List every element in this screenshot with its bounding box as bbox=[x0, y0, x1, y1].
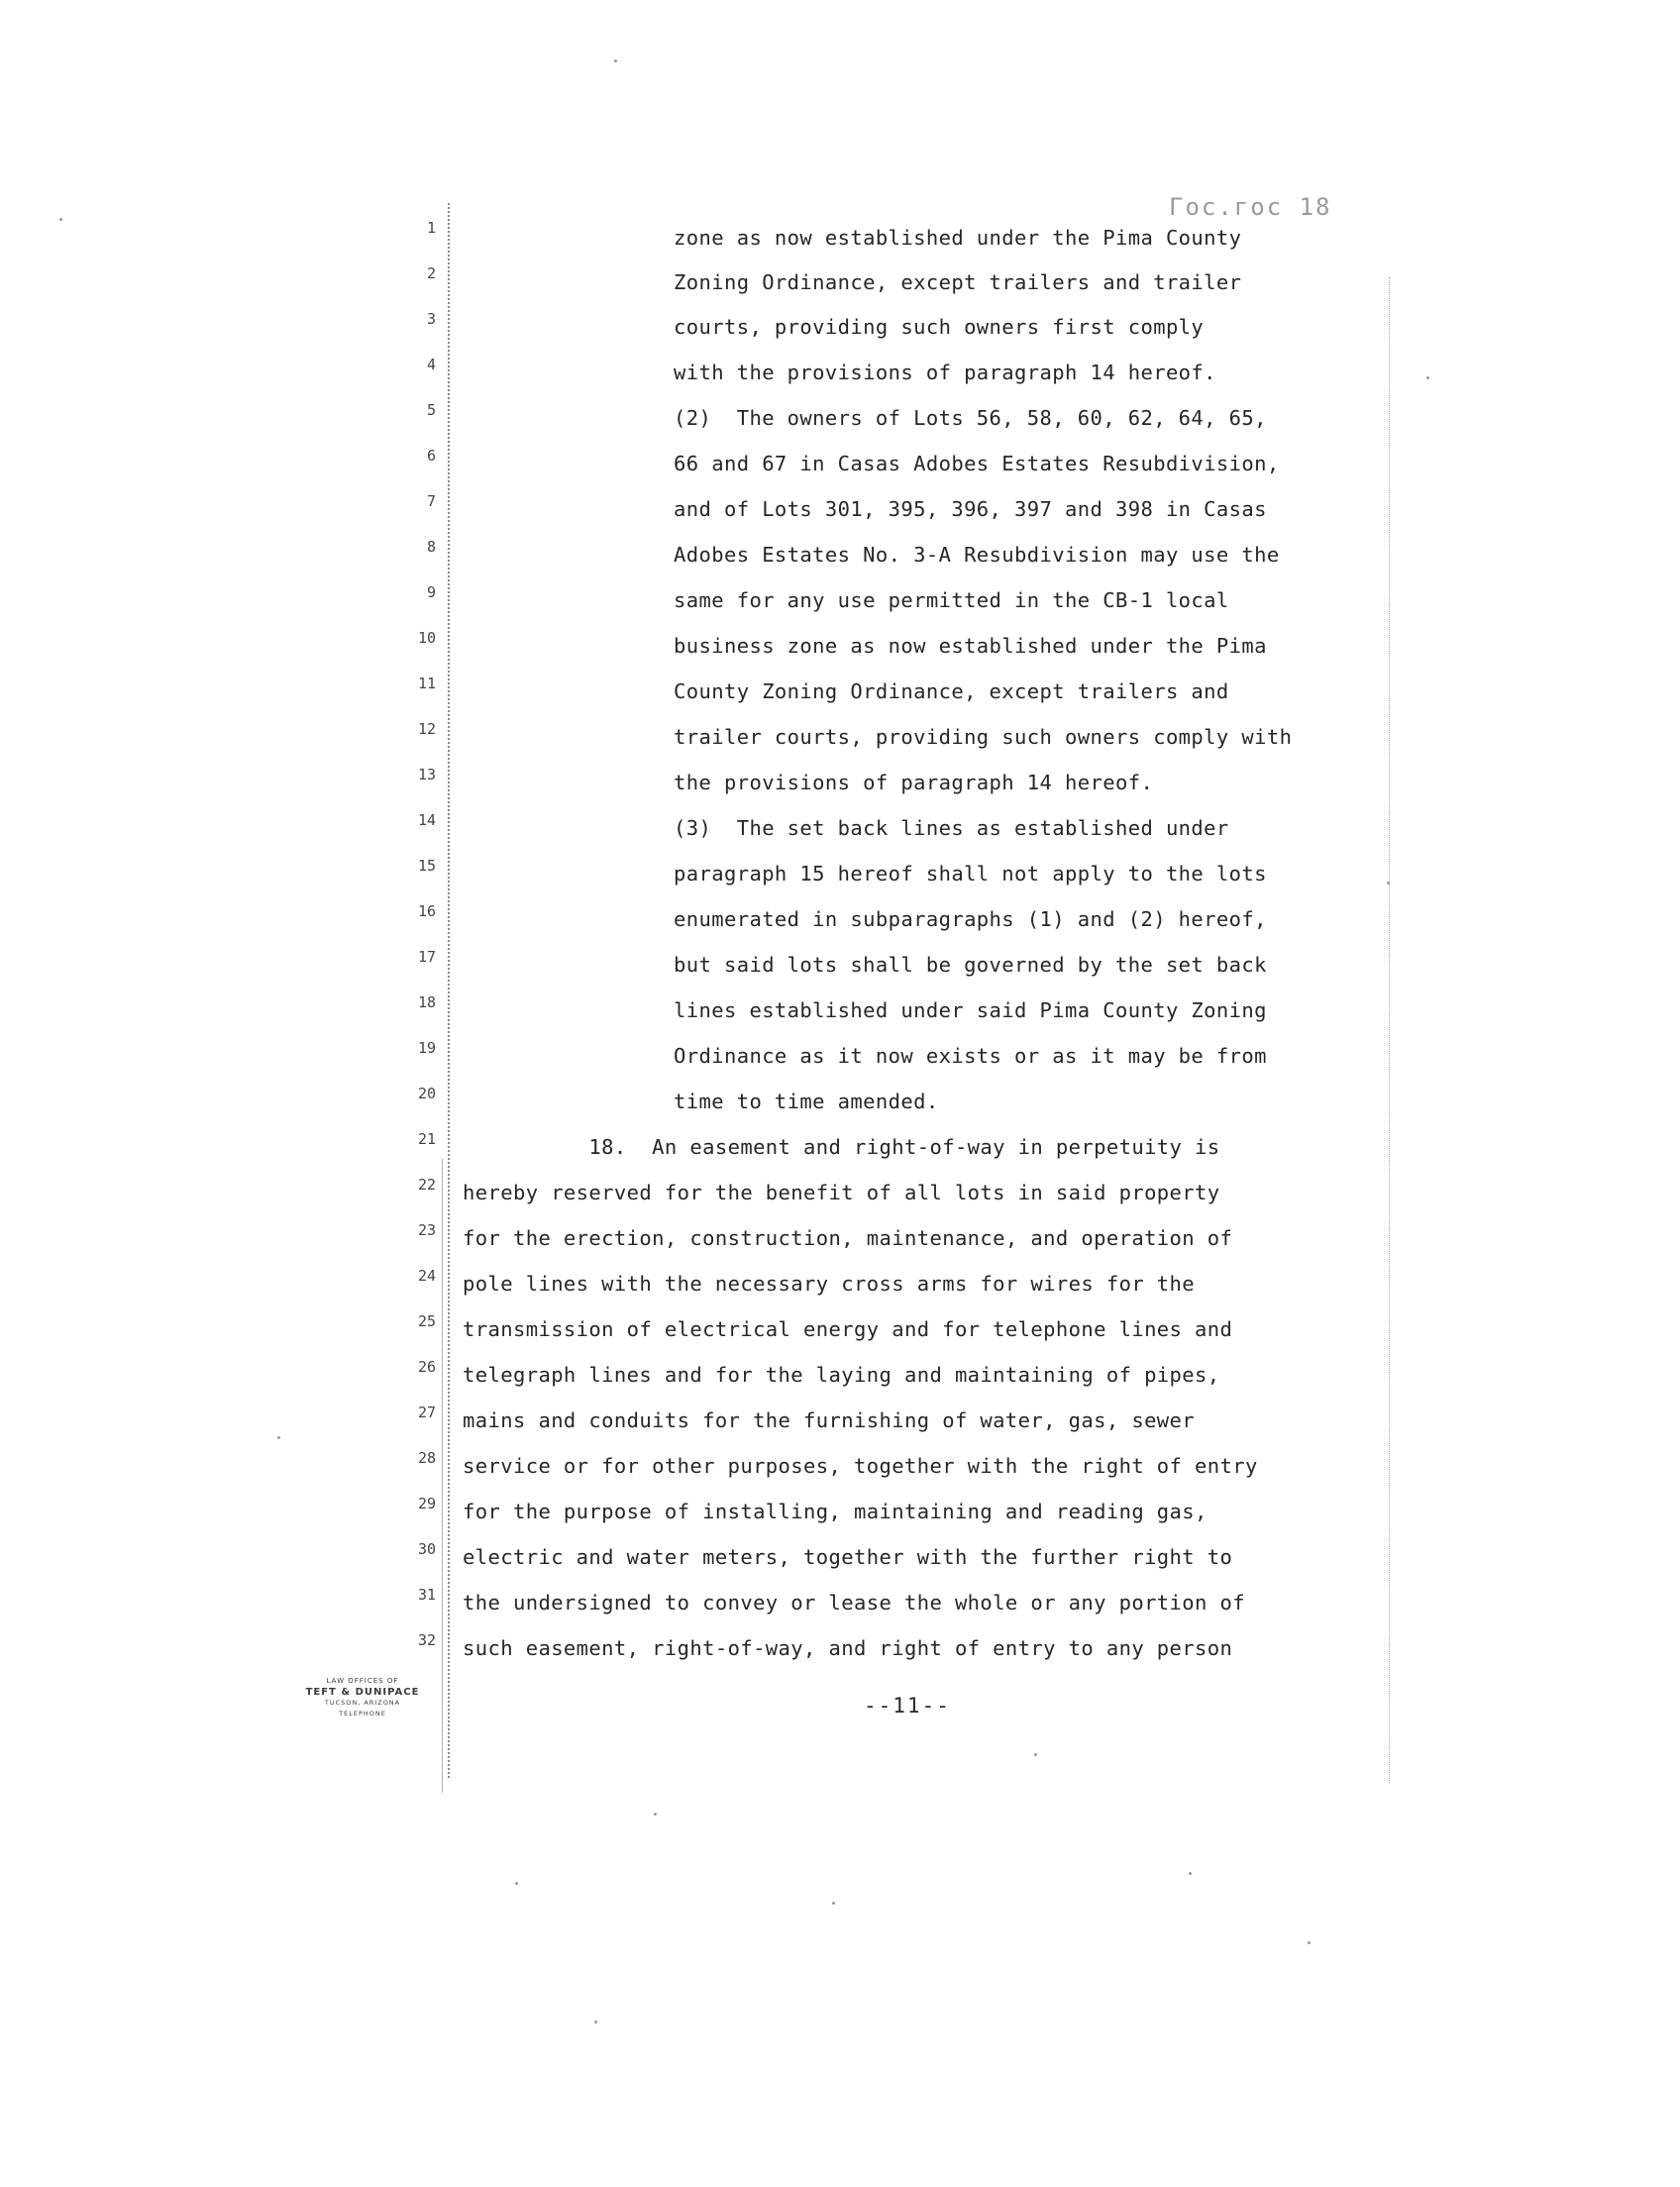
text-line: and of Lots 301, 395, 396, 397 and 398 in Casas bbox=[674, 497, 1267, 521]
text-line: zone as now established under the Pima County bbox=[674, 226, 1242, 250]
line-number: 10 bbox=[417, 629, 436, 647]
line-number: 31 bbox=[417, 1586, 436, 1604]
text-line: same for any use permitted in the CB-1 local bbox=[674, 588, 1229, 612]
line-number: 20 bbox=[417, 1085, 436, 1102]
firm-stamp-line: TELEPHONE bbox=[339, 1710, 386, 1718]
text-line: pole lines with the necessary cross arms for wires for the bbox=[463, 1272, 1196, 1296]
scan-speck bbox=[59, 218, 62, 221]
firm-stamp-line: LAW OFFICES OF bbox=[326, 1677, 399, 1685]
line-number: 17 bbox=[417, 948, 436, 966]
text-line: time to time amended. bbox=[674, 1090, 939, 1113]
line-number: 2 bbox=[426, 264, 436, 282]
line-number: 19 bbox=[417, 1039, 436, 1057]
page-number: --11-- bbox=[864, 1694, 951, 1718]
line-number: 29 bbox=[417, 1495, 436, 1512]
text-line: mains and conduits for the furnishing of water, gas, sewer bbox=[463, 1408, 1196, 1432]
text-line: the provisions of paragraph 14 hereof. bbox=[674, 771, 1154, 794]
scan-speck bbox=[1034, 1753, 1037, 1756]
line-number: 22 bbox=[417, 1176, 436, 1194]
line-number: 4 bbox=[426, 356, 436, 373]
text-line: (2) The owners of Lots 56, 58, 60, 62, 64, 65, bbox=[674, 406, 1267, 430]
text-line: trailer courts, providing such owners comply with bbox=[674, 725, 1293, 749]
text-line: Ordinance as it now exists or as it may be from bbox=[674, 1044, 1267, 1068]
law-firm-stamp bbox=[293, 1676, 432, 1719]
scan-speck bbox=[614, 59, 617, 62]
text-line: (3) The set back lines as established under bbox=[674, 816, 1229, 840]
line-number: 1 bbox=[426, 219, 436, 237]
firm-stamp-name: TEFT & DUNIPACE bbox=[305, 1687, 420, 1698]
scan-speck bbox=[594, 2021, 597, 2024]
line-number: 23 bbox=[417, 1221, 436, 1239]
firm-stamp-line: TUCSON, ARIZONA bbox=[324, 1699, 401, 1707]
text-line: enumerated in subparagraphs (1) and (2) hereof, bbox=[674, 907, 1267, 931]
line-number: 16 bbox=[417, 902, 436, 920]
line-number: 24 bbox=[417, 1267, 436, 1285]
right-margin-rule bbox=[1389, 277, 1390, 1783]
text-line: Zoning Ordinance, except trailers and trailer bbox=[674, 270, 1242, 294]
text-line: telegraph lines and for the laying and maintaining of pipes, bbox=[463, 1363, 1220, 1387]
left-gutter-rule-secondary bbox=[442, 1159, 443, 1793]
text-line: but said lots shall be governed by the set back bbox=[674, 953, 1267, 977]
line-number: 6 bbox=[426, 447, 436, 465]
scan-speck bbox=[1308, 1941, 1311, 1944]
left-gutter-rule bbox=[448, 203, 450, 1778]
line-number: 18 bbox=[417, 993, 436, 1011]
text-line: the undersigned to convey or lease the whole or any portion of bbox=[463, 1591, 1246, 1614]
scan-speck bbox=[1426, 376, 1429, 379]
text-line: County Zoning Ordinance, except trailers and bbox=[674, 679, 1229, 703]
text-line: such easement, right-of-way, and right of entry to any person bbox=[463, 1636, 1233, 1660]
line-number: 13 bbox=[417, 766, 436, 783]
line-number: 26 bbox=[417, 1358, 436, 1376]
text-line: electric and water meters, together with the further right to bbox=[463, 1545, 1233, 1569]
line-number: 25 bbox=[417, 1312, 436, 1330]
text-line: lines established under said Pima County Zoning bbox=[674, 998, 1267, 1022]
text-line: courts, providing such owners first comply bbox=[674, 315, 1205, 339]
text-line: for the purpose of installing, maintaining and reading gas, bbox=[463, 1500, 1208, 1523]
scan-speck bbox=[277, 1436, 280, 1439]
line-number: 3 bbox=[426, 310, 436, 328]
line-number: 32 bbox=[417, 1631, 436, 1649]
text-line: Adobes Estates No. 3-A Resubdivision may use the bbox=[674, 543, 1280, 567]
line-number: 8 bbox=[426, 538, 436, 556]
line-number: 30 bbox=[417, 1540, 436, 1558]
scan-speck bbox=[832, 1902, 835, 1905]
scan-speck bbox=[515, 1882, 518, 1885]
line-number: 11 bbox=[417, 675, 436, 692]
line-number: 15 bbox=[417, 857, 436, 875]
text-line: with the provisions of paragraph 14 hereof. bbox=[674, 361, 1216, 384]
line-number: 28 bbox=[417, 1449, 436, 1467]
line-number: 21 bbox=[417, 1130, 436, 1148]
scan-speck bbox=[1189, 1872, 1192, 1875]
line-number: 9 bbox=[426, 583, 436, 601]
text-line: business zone as now established under the Pima bbox=[674, 634, 1267, 658]
text-line: transmission of electrical energy and for telephone lines and bbox=[463, 1317, 1233, 1341]
line-number-column bbox=[391, 218, 436, 1676]
scan-speck bbox=[1387, 882, 1390, 885]
scan-speck bbox=[654, 1813, 657, 1816]
text-line: for the erection, construction, maintenance, and operation of bbox=[463, 1226, 1233, 1250]
line-number: 5 bbox=[426, 401, 436, 419]
line-number: 12 bbox=[417, 720, 436, 738]
line-number: 7 bbox=[426, 492, 436, 510]
text-line: paragraph 15 hereof shall not apply to the lots bbox=[674, 862, 1267, 885]
text-line: 66 and 67 in Casas Adobes Estates Resubdivision, bbox=[674, 452, 1280, 475]
text-line: hereby reserved for the benefit of all lots in said property bbox=[463, 1181, 1220, 1204]
line-number: 14 bbox=[417, 811, 436, 829]
text-line: service or for other purposes, together with the right of entry bbox=[463, 1454, 1258, 1478]
line-number: 27 bbox=[417, 1404, 436, 1421]
text-line: 18. An easement and right-of-way in perpetuity is bbox=[463, 1135, 1220, 1159]
header-handwritten-mark: Гос.гос 18 bbox=[1169, 193, 1332, 221]
